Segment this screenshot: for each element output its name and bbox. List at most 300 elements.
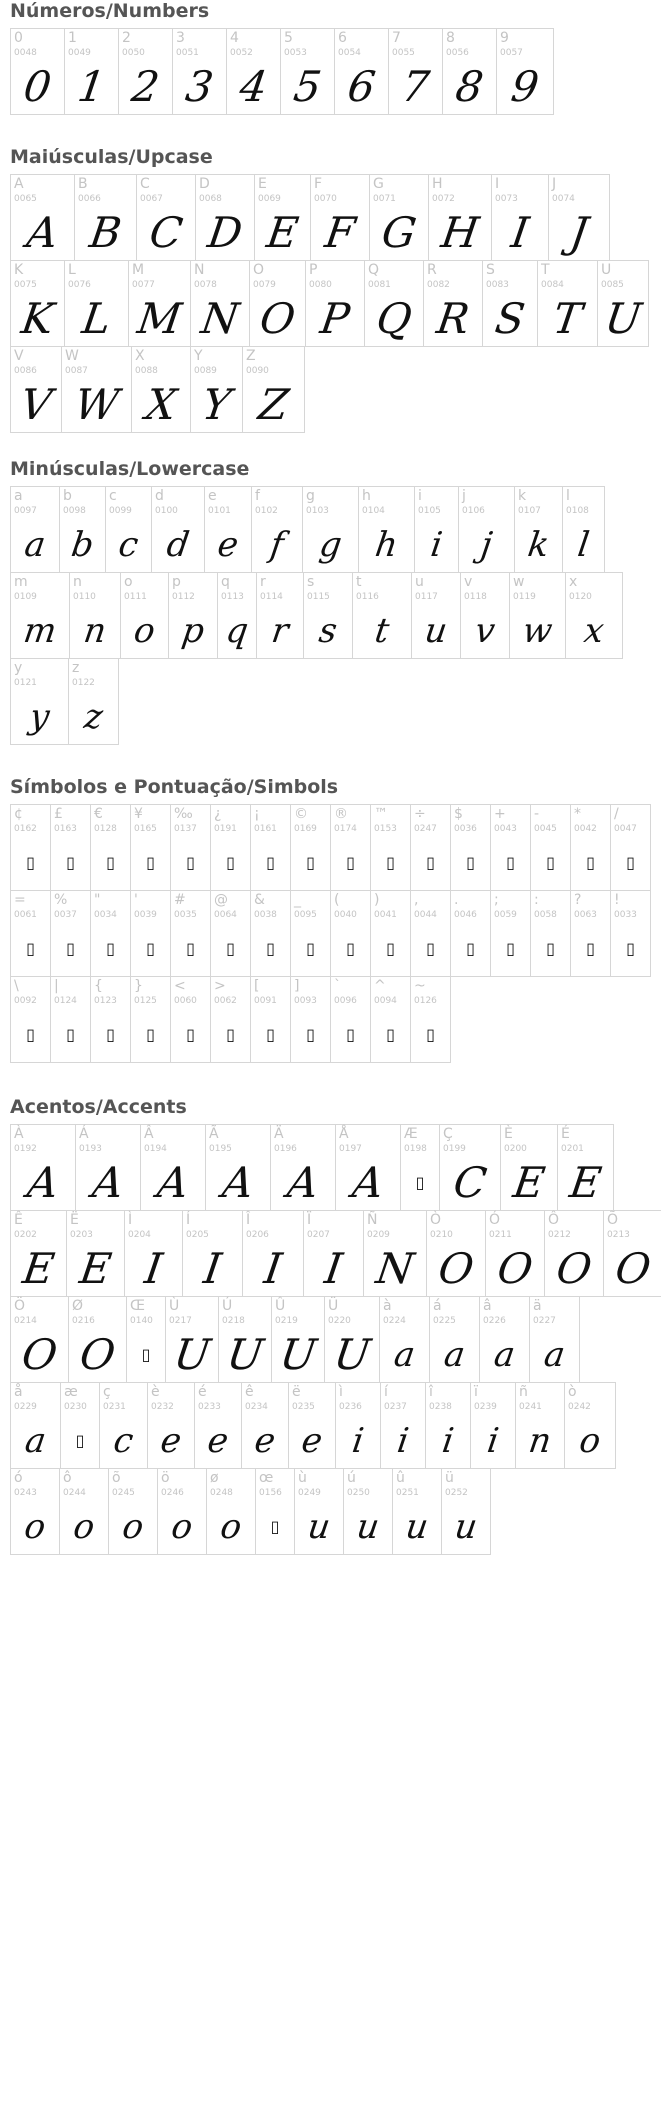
glyph-sample: Y xyxy=(199,380,234,429)
character-label: P xyxy=(309,262,318,278)
character-code: 0114 xyxy=(260,592,283,602)
character-label: . xyxy=(454,892,459,908)
character-code: 0117 xyxy=(415,592,438,602)
glyph-cell xyxy=(330,804,371,891)
glyph-sample: c xyxy=(111,1421,136,1461)
character-code: 0197 xyxy=(339,1144,362,1154)
character-label: í xyxy=(384,1384,388,1400)
section xyxy=(10,776,637,1044)
character-label: u xyxy=(415,574,424,590)
glyph-cell xyxy=(303,572,353,659)
character-code: 0109 xyxy=(14,592,37,602)
character-code: 0123 xyxy=(94,996,117,1006)
glyph-sample: 8 xyxy=(452,62,487,111)
glyph-cell xyxy=(335,1382,381,1469)
glyph-cell xyxy=(330,976,371,1063)
character-label: ™ xyxy=(374,806,388,822)
character-code: 0220 xyxy=(328,1316,351,1326)
glyph-cell xyxy=(10,1296,69,1383)
glyph-sample: U xyxy=(170,1330,214,1379)
glyph-cell xyxy=(157,1468,207,1555)
glyph-sample: E xyxy=(566,1158,605,1207)
character-label: h xyxy=(362,488,371,504)
character-code: 0203 xyxy=(70,1230,93,1240)
glyph-cell xyxy=(206,1468,256,1555)
character-code: 0252 xyxy=(445,1488,468,1498)
glyph-sample: e xyxy=(299,1421,325,1461)
character-code: 0251 xyxy=(396,1488,419,1498)
character-label: % xyxy=(54,892,68,908)
character-label: 3 xyxy=(176,30,185,46)
glyph-cell xyxy=(256,572,304,659)
character-label: 5 xyxy=(284,30,293,46)
character-code: 0052 xyxy=(230,48,253,58)
character-code: 0231 xyxy=(103,1402,126,1412)
glyph-cell xyxy=(50,890,91,977)
glyph-cell xyxy=(182,1210,243,1297)
character-code: 0209 xyxy=(367,1230,390,1240)
character-label: i xyxy=(418,488,422,504)
character-code: 0236 xyxy=(339,1402,362,1412)
character-label: a xyxy=(14,488,23,504)
glyph-sample: I xyxy=(508,208,532,257)
glyph-cell xyxy=(10,174,75,261)
glyph-cell xyxy=(50,804,91,891)
character-label: õ xyxy=(112,1470,121,1486)
character-label: > xyxy=(214,978,226,994)
character-label: è xyxy=(151,1384,160,1400)
character-code: 0192 xyxy=(14,1144,37,1154)
missing-glyph-icon: ▯ xyxy=(306,939,315,958)
glyph-sample: X xyxy=(142,380,180,429)
glyph-row xyxy=(10,976,450,1062)
glyph-sample: n xyxy=(526,1421,554,1461)
glyph-sample: O xyxy=(435,1244,477,1293)
missing-glyph-icon: ▯ xyxy=(266,1025,275,1044)
glyph-sample: j xyxy=(478,525,495,565)
glyph-cell xyxy=(294,1468,344,1555)
glyph-row xyxy=(10,804,650,890)
glyph-cell xyxy=(255,1468,295,1555)
character-code: 0075 xyxy=(14,280,37,290)
glyph-cell xyxy=(450,890,491,977)
missing-glyph-icon: ▯ xyxy=(426,853,435,872)
character-label: ® xyxy=(334,806,348,822)
character-label: Ô xyxy=(548,1212,560,1228)
character-label: ¥ xyxy=(134,806,143,822)
glyph-cell xyxy=(610,890,651,977)
character-code: 0235 xyxy=(292,1402,315,1412)
character-code: 0212 xyxy=(548,1230,571,1240)
character-label: é xyxy=(198,1384,207,1400)
character-label: W xyxy=(65,348,79,364)
character-label: ç xyxy=(103,1384,111,1400)
glyph-sample: d xyxy=(164,525,192,565)
glyph-cell xyxy=(485,1210,545,1297)
missing-glyph-icon: ▯ xyxy=(226,1025,235,1044)
glyph-sample: a xyxy=(391,1335,418,1375)
character-code: 0213 xyxy=(607,1230,630,1240)
character-label: f xyxy=(255,488,260,504)
character-code: 0165 xyxy=(134,824,157,834)
character-label: R xyxy=(427,262,437,278)
character-label: ë xyxy=(292,1384,301,1400)
glyph-cell xyxy=(210,890,251,977)
character-code: 0039 xyxy=(134,910,157,920)
glyph-cell xyxy=(250,804,291,891)
character-label: / xyxy=(614,806,619,822)
glyph-sample: p xyxy=(179,611,207,651)
character-label: X xyxy=(135,348,145,364)
glyph-cell xyxy=(364,260,424,347)
glyph-cell xyxy=(400,1124,440,1211)
character-label: * xyxy=(574,806,581,822)
character-code: 0247 xyxy=(414,824,437,834)
glyph-sample: A xyxy=(349,1158,387,1207)
character-code: 0051 xyxy=(176,48,199,58)
glyph-cell xyxy=(537,260,598,347)
glyph-cell xyxy=(10,1124,76,1211)
glyph-sample: L xyxy=(79,294,114,343)
glyph-sample: O xyxy=(76,1330,119,1379)
missing-glyph-icon: ▯ xyxy=(346,1025,355,1044)
character-code: 0063 xyxy=(574,910,597,920)
glyph-cell xyxy=(50,976,91,1063)
glyph-row xyxy=(10,1382,615,1468)
character-code: 0088 xyxy=(135,366,158,376)
character-code: 0070 xyxy=(314,194,337,204)
glyph-cell xyxy=(130,976,171,1063)
glyph-cell xyxy=(491,174,549,261)
character-label: 9 xyxy=(500,30,509,46)
character-label: ) xyxy=(374,892,380,908)
glyph-cell xyxy=(217,572,257,659)
character-code: 0100 xyxy=(155,506,178,516)
character-label: Ü xyxy=(328,1298,339,1314)
character-code: 0044 xyxy=(414,910,437,920)
character-code: 0214 xyxy=(14,1316,37,1326)
section-title: Maiúsculas/Upcase xyxy=(10,146,213,168)
glyph-cell xyxy=(548,174,610,261)
character-code: 0101 xyxy=(208,506,231,516)
glyph-sample: x xyxy=(581,611,607,651)
glyph-sample: 4 xyxy=(236,62,271,111)
glyph-cell xyxy=(136,174,196,261)
character-code: 0120 xyxy=(569,592,592,602)
glyph-cell xyxy=(603,1210,661,1297)
glyph-sample: O xyxy=(18,1330,61,1379)
character-code: 0056 xyxy=(446,48,469,58)
character-code: 0089 xyxy=(194,366,217,376)
character-code: 0234 xyxy=(245,1402,268,1412)
glyph-sample: U xyxy=(330,1330,374,1379)
glyph-sample: 2 xyxy=(128,62,163,111)
character-label: x xyxy=(569,574,578,590)
character-label: b xyxy=(63,488,72,504)
glyph-cell xyxy=(151,486,205,573)
glyph-sample: u xyxy=(422,611,450,651)
glyph-row xyxy=(10,1296,579,1382)
glyph-cell xyxy=(10,346,62,433)
character-label: Ö xyxy=(14,1298,26,1314)
missing-glyph-icon: ▯ xyxy=(226,853,235,872)
character-code: 0060 xyxy=(174,996,197,1006)
character-label: â xyxy=(483,1298,492,1314)
character-code: 0096 xyxy=(334,996,357,1006)
glyph-cell xyxy=(10,804,51,891)
character-label: S xyxy=(486,262,495,278)
glyph-cell xyxy=(423,260,483,347)
character-label: n xyxy=(73,574,82,590)
character-label: ( xyxy=(334,892,340,908)
glyph-cell xyxy=(370,804,411,891)
character-code: 0211 xyxy=(489,1230,512,1240)
character-code: 0081 xyxy=(368,280,391,290)
character-code: 0122 xyxy=(72,678,95,688)
character-label: F xyxy=(314,176,323,192)
character-code: 0196 xyxy=(274,1144,297,1154)
glyph-sample: E xyxy=(263,208,302,257)
glyph-cell xyxy=(218,1296,272,1383)
glyph-cell xyxy=(514,486,563,573)
glyph-cell xyxy=(60,1382,100,1469)
section-title: Símbolos e Pontuação/Simbols xyxy=(10,776,339,798)
glyph-cell xyxy=(529,1296,580,1383)
glyph-cell xyxy=(570,890,611,977)
section-title: Minúsculas/Lowercase xyxy=(10,458,250,480)
character-code: 0034 xyxy=(94,910,117,920)
character-code: 0040 xyxy=(334,910,357,920)
glyph-sample: N xyxy=(198,294,242,343)
character-label: { xyxy=(94,978,103,994)
character-label: 2 xyxy=(122,30,131,46)
character-code: 0153 xyxy=(374,824,397,834)
glyph-cell xyxy=(460,572,510,659)
glyph-cell xyxy=(251,486,303,573)
glyph-sample: C xyxy=(146,208,186,257)
glyph-sample: U xyxy=(223,1330,267,1379)
character-label: Û xyxy=(275,1298,286,1314)
character-code: 0103 xyxy=(306,506,329,516)
character-label: Ê xyxy=(14,1212,23,1228)
character-code: 0227 xyxy=(533,1316,556,1326)
glyph-cell xyxy=(441,1468,491,1555)
character-code: 0174 xyxy=(334,824,357,834)
character-label: ? xyxy=(574,892,582,908)
character-code: 0115 xyxy=(307,592,330,602)
character-label: - xyxy=(534,806,540,822)
character-label: _ xyxy=(294,892,301,908)
missing-glyph-icon: ▯ xyxy=(146,939,155,958)
missing-glyph-icon: ▯ xyxy=(386,939,395,958)
character-label: 4 xyxy=(230,30,239,46)
glyph-cell xyxy=(147,1382,195,1469)
character-label: m xyxy=(14,574,28,590)
glyph-sample: y xyxy=(27,697,52,737)
character-label: " xyxy=(94,892,101,908)
character-code: 0161 xyxy=(254,824,277,834)
missing-glyph-icon: ▯ xyxy=(506,939,515,958)
glyph-sample: Q xyxy=(373,294,415,343)
glyph-sample: q xyxy=(223,611,251,651)
glyph-cell xyxy=(10,260,65,347)
glyph-cell xyxy=(128,260,191,347)
glyph-row xyxy=(10,1468,490,1554)
character-label: ñ xyxy=(519,1384,528,1400)
glyph-cell xyxy=(335,1124,401,1211)
glyph-cell xyxy=(210,804,251,891)
glyph-cell xyxy=(10,976,51,1063)
missing-glyph-icon: ▯ xyxy=(106,1025,115,1044)
character-label: K xyxy=(14,262,24,278)
glyph-sample: A xyxy=(24,1158,62,1207)
glyph-sample: U xyxy=(276,1330,320,1379)
character-code: 0210 xyxy=(430,1230,453,1240)
glyph-sample: a xyxy=(441,1335,468,1375)
glyph-sample: Z xyxy=(255,380,292,429)
glyph-sample: F xyxy=(322,208,359,257)
glyph-sample: a xyxy=(491,1335,518,1375)
glyph-cell xyxy=(564,1382,616,1469)
glyph-cell xyxy=(570,804,611,891)
character-code: 0068 xyxy=(199,194,222,204)
character-label: ' xyxy=(134,892,138,908)
character-code: 0047 xyxy=(614,824,637,834)
glyph-sample: o xyxy=(119,1507,147,1547)
character-label: 7 xyxy=(392,30,401,46)
character-label: ï xyxy=(474,1384,478,1400)
glyph-sample: T xyxy=(550,294,586,343)
missing-glyph-icon: ▯ xyxy=(106,853,115,872)
missing-glyph-icon: ▯ xyxy=(186,853,195,872)
glyph-cell xyxy=(411,572,461,659)
glyph-sample: A xyxy=(219,1158,257,1207)
character-label: ø xyxy=(210,1470,219,1486)
glyph-sample: o xyxy=(217,1507,245,1547)
character-label: w xyxy=(513,574,525,590)
missing-glyph-icon: ▯ xyxy=(106,939,115,958)
glyph-sample: E xyxy=(76,1244,115,1293)
missing-glyph-icon: ▯ xyxy=(586,853,595,872)
glyph-cell xyxy=(190,260,250,347)
glyph-sample: W xyxy=(71,380,122,429)
character-label: à xyxy=(383,1298,392,1314)
glyph-cell xyxy=(496,28,554,115)
character-label: L xyxy=(68,262,76,278)
character-code: 0230 xyxy=(64,1402,87,1412)
character-label: Z xyxy=(246,348,256,364)
character-label: ! xyxy=(614,892,620,908)
glyph-sample: e xyxy=(215,525,241,565)
glyph-cell xyxy=(458,486,515,573)
missing-glyph-icon: ▯ xyxy=(66,1025,75,1044)
glyph-row xyxy=(10,260,648,346)
glyph-cell xyxy=(165,1296,219,1383)
character-code: 0074 xyxy=(552,194,575,204)
glyph-sample: 6 xyxy=(344,62,379,111)
glyph-cell xyxy=(204,486,252,573)
missing-glyph-icon: ▯ xyxy=(146,1025,155,1044)
character-code: 0038 xyxy=(254,910,277,920)
glyph-sample: A xyxy=(154,1158,192,1207)
character-label: ; xyxy=(494,892,499,908)
glyph-row xyxy=(10,1124,613,1210)
missing-glyph-icon: ▯ xyxy=(426,1025,435,1044)
character-label: s xyxy=(307,574,315,590)
glyph-sample: U xyxy=(601,294,645,343)
character-code: 0106 xyxy=(462,506,485,516)
character-code: 0059 xyxy=(494,910,517,920)
glyph-sample: K xyxy=(18,294,57,343)
character-label: À xyxy=(14,1126,24,1142)
character-code: 0156 xyxy=(259,1488,282,1498)
character-label: T xyxy=(541,262,550,278)
section-title: Acentos/Accents xyxy=(10,1096,187,1118)
glyph-sample: h xyxy=(372,525,401,565)
glyph-cell xyxy=(140,1124,206,1211)
glyph-cell xyxy=(530,804,571,891)
glyph-sample: 3 xyxy=(182,62,217,111)
character-code: 0033 xyxy=(614,910,637,920)
character-code: 0082 xyxy=(427,280,450,290)
character-code: 0169 xyxy=(294,824,317,834)
glyph-cell xyxy=(303,1210,364,1297)
character-label: H xyxy=(432,176,443,192)
glyph-sample: E xyxy=(19,1244,58,1293)
character-label: , xyxy=(414,892,419,908)
glyph-cell xyxy=(249,260,306,347)
character-label: Ø xyxy=(72,1298,84,1314)
glyph-sample: A xyxy=(284,1158,322,1207)
character-label: ö xyxy=(161,1470,170,1486)
glyph-row xyxy=(10,174,609,260)
character-code: 0246 xyxy=(161,1488,184,1498)
character-code: 0049 xyxy=(68,48,91,58)
missing-glyph-icon: ▯ xyxy=(306,1025,315,1044)
glyph-cell xyxy=(64,28,119,115)
glyph-cell xyxy=(226,28,281,115)
character-label: Í xyxy=(186,1212,191,1228)
character-code: 0071 xyxy=(373,194,396,204)
glyph-sample: c xyxy=(116,525,141,565)
missing-glyph-icon: ▯ xyxy=(266,939,275,958)
glyph-cell xyxy=(515,1382,565,1469)
character-code: 0065 xyxy=(14,194,37,204)
character-code: 0091 xyxy=(254,996,277,1006)
character-code: 0078 xyxy=(194,280,217,290)
glyph-cell xyxy=(99,1382,148,1469)
character-label: E xyxy=(258,176,267,192)
character-label: Æ xyxy=(404,1126,418,1142)
character-label: Y xyxy=(194,348,203,364)
character-code: 0085 xyxy=(601,280,624,290)
character-code: 0111 xyxy=(124,592,147,602)
character-label: Ò xyxy=(430,1212,442,1228)
character-label: æ xyxy=(64,1384,78,1400)
glyph-sample: i xyxy=(428,525,445,565)
glyph-row xyxy=(10,28,553,114)
glyph-sample: g xyxy=(316,525,345,565)
character-code: 0102 xyxy=(255,506,278,516)
character-label: @ xyxy=(214,892,228,908)
character-label: j xyxy=(462,488,466,504)
missing-glyph-icon: ▯ xyxy=(270,1517,280,1536)
character-label: N xyxy=(194,262,205,278)
glyph-sample: m xyxy=(21,611,59,651)
glyph-sample: a xyxy=(22,1421,49,1461)
missing-glyph-icon: ▯ xyxy=(346,939,355,958)
character-label: 0 xyxy=(14,30,23,46)
